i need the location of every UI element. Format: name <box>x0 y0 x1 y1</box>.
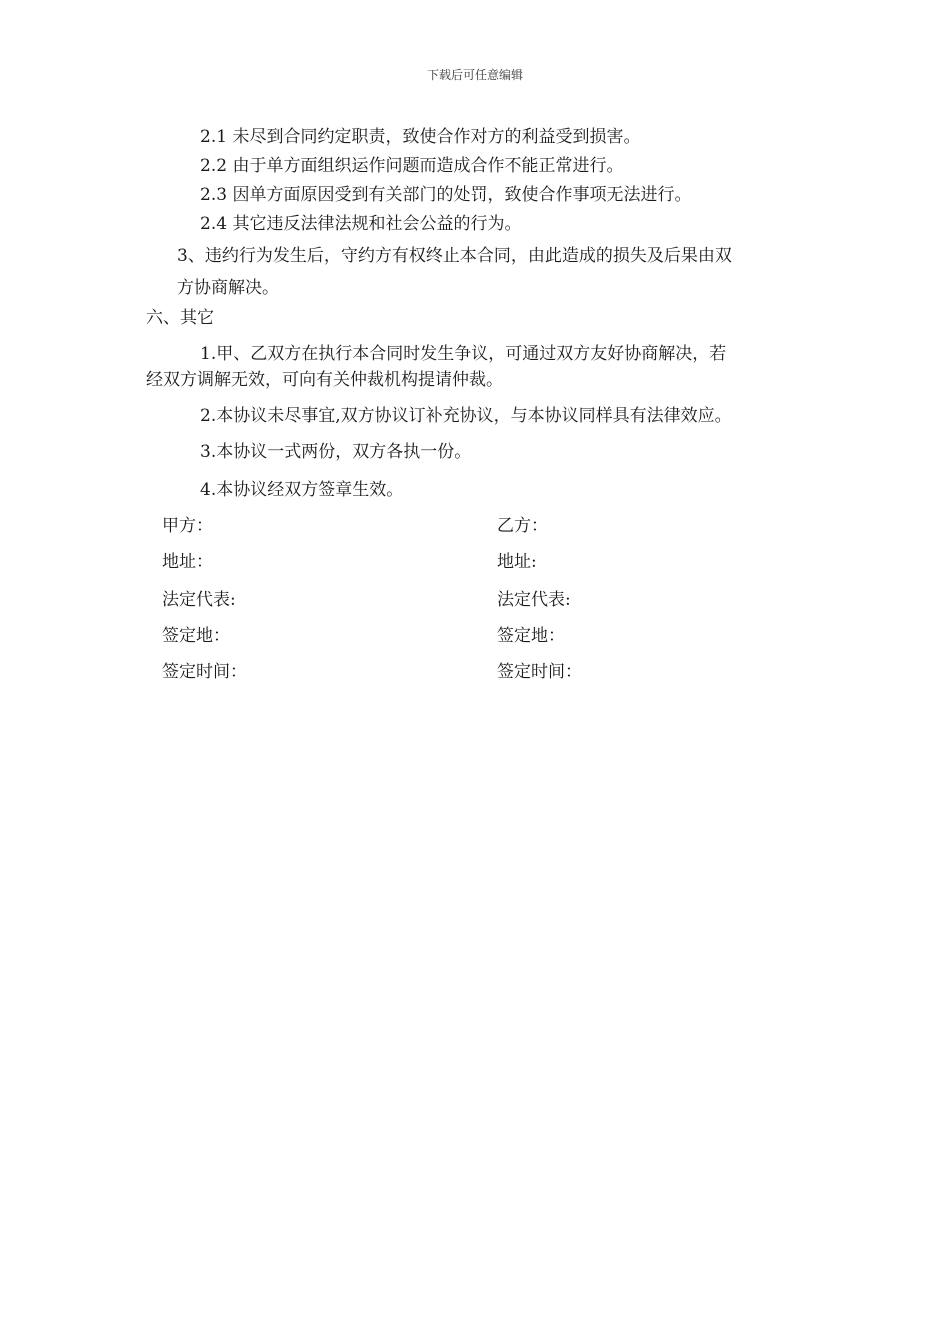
party-b-place-label: 签定地： <box>497 626 565 646</box>
party-b-address-label: 地址: <box>497 552 537 572</box>
clause-6-item-2: 2.本协议未尽事宜,双方协议订补充协议，与本协议同样具有法律效应。 <box>200 406 732 426</box>
party-a-rep-label: 法定代表: <box>162 590 236 610</box>
party-a-address-label: 地址： <box>162 552 213 572</box>
clause-item-3-line2: 方协商解决。 <box>177 278 279 298</box>
clause-6-item-1-line2: 经双方调解无效，可向有关仲裁机构提请仲裁。 <box>146 370 503 390</box>
party-a-time-label: 签定时间： <box>162 662 247 682</box>
clause-6-item-3: 3.本协议一式两份，双方各执一份。 <box>200 442 472 462</box>
section-heading: 六、其它 <box>146 308 214 328</box>
clause-6-item-4: 4.本协议经双方签章生效。 <box>200 480 404 500</box>
clause-item-2-4: 2.4 其它违反法律法规和社会公益的行为。 <box>200 214 522 234</box>
clause-item-2-1: 2.1 未尽到合同约定职责，致使合作对方的利益受到损害。 <box>200 127 641 147</box>
page-header: 下载后可任意编辑 <box>426 68 523 82</box>
party-b-rep-label: 法定代表: <box>497 590 571 610</box>
clause-6-item-1-line1: 1.甲、乙双方在执行本合同时发生争议，可通过双方友好协商解决，若 <box>200 344 727 364</box>
clause-item-3-line1: 3、违约行为发生后，守约方有权终止本合同，由此造成的损失及后果由双 <box>177 246 732 266</box>
party-b-time-label: 签定时间： <box>497 662 582 682</box>
party-a-place-label: 签定地： <box>162 626 230 646</box>
clause-item-2-3: 2.3 因单方面原因受到有关部门的处罚，致使合作事项无法进行。 <box>200 185 692 205</box>
party-a-label: 甲方： <box>162 516 213 536</box>
party-b-label: 乙方： <box>497 516 548 536</box>
clause-item-2-2: 2.2 由于单方面组织运作问题而造成合作不能正常进行。 <box>200 156 624 176</box>
